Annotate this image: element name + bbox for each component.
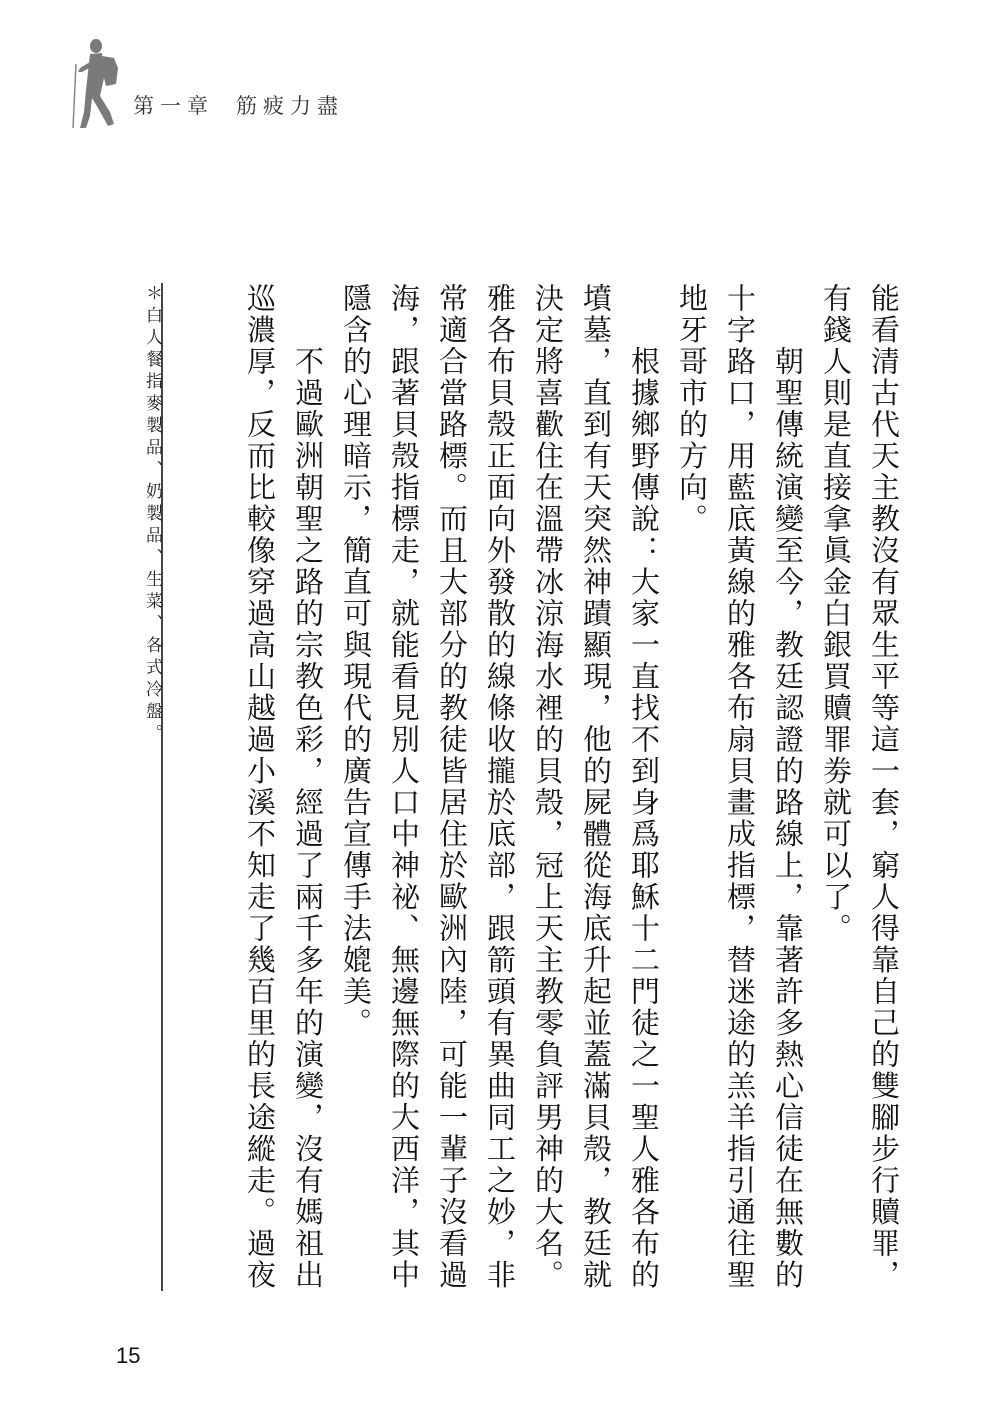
chapter-title: 筋疲力盡 bbox=[236, 94, 344, 118]
text-column: 決定將喜歡住在溫帶冰涼海水裡的貝殼，冠上天主教零負評男神的大名。 bbox=[531, 283, 565, 1291]
text-column: 雅各布貝殼正面向外發散的線條收攏於底部，跟箭頭有異曲同工之妙，非 bbox=[483, 283, 517, 1291]
page-number: 15 bbox=[116, 1343, 141, 1368]
hiker-icon bbox=[70, 38, 130, 130]
text-column: 不過歐洲朝聖之路的宗教色彩，經過了兩千多年的演變，沒有媽祖出 bbox=[291, 283, 325, 1291]
text-column: 海，跟著貝殼指標走，就能看見別人口中神祕、無邊無際的大西洋，其中 bbox=[387, 283, 421, 1291]
text-column: 根據鄉野傳說：大家一直找不到身爲耶穌十二門徒之一聖人雅各布的 bbox=[627, 283, 661, 1291]
footnote: ＊白人餐指麥製品、奶製品、生菜、各式冷盤。 bbox=[142, 284, 162, 746]
text-column: 十字路口，用藍底黃線的雅各布扇貝畫成指標，替迷途的羔羊指引通往聖 bbox=[723, 283, 757, 1291]
text-column: 有錢人則是直接拿眞金白銀買贖罪劵就可以了。 bbox=[819, 283, 853, 945]
chapter-header bbox=[70, 38, 390, 130]
text-column: 能看清古代天主教沒有眾生平等這一套，窮人得靠自己的雙腳步行贖罪， bbox=[867, 283, 901, 1291]
text-column: 巡濃厚，反而比較像穿過高山越過小溪不知走了幾百里的長途縱走。過夜 bbox=[243, 283, 277, 1291]
text-column: 朝聖傳統演變至今，教廷認證的路線上，靠著許多熱心信徒在無數的 bbox=[771, 283, 805, 1291]
text-column: 地牙哥市的方向。 bbox=[675, 283, 709, 535]
text-column: 常適合當路標。而且大部分的教徒皆居住於歐洲內陸，可能一輩子沒看過 bbox=[435, 283, 469, 1291]
chapter-heading bbox=[133, 90, 344, 120]
text-column: 隱含的心理暗示，簡直可與現代的廣告宣傳手法媲美。 bbox=[339, 283, 373, 1039]
text-column: 墳墓，直到有天突然神蹟顯現，他的屍體從海底升起並蓋滿貝殼，教廷就 bbox=[579, 283, 613, 1291]
chapter-number: 第一章 bbox=[133, 94, 214, 118]
